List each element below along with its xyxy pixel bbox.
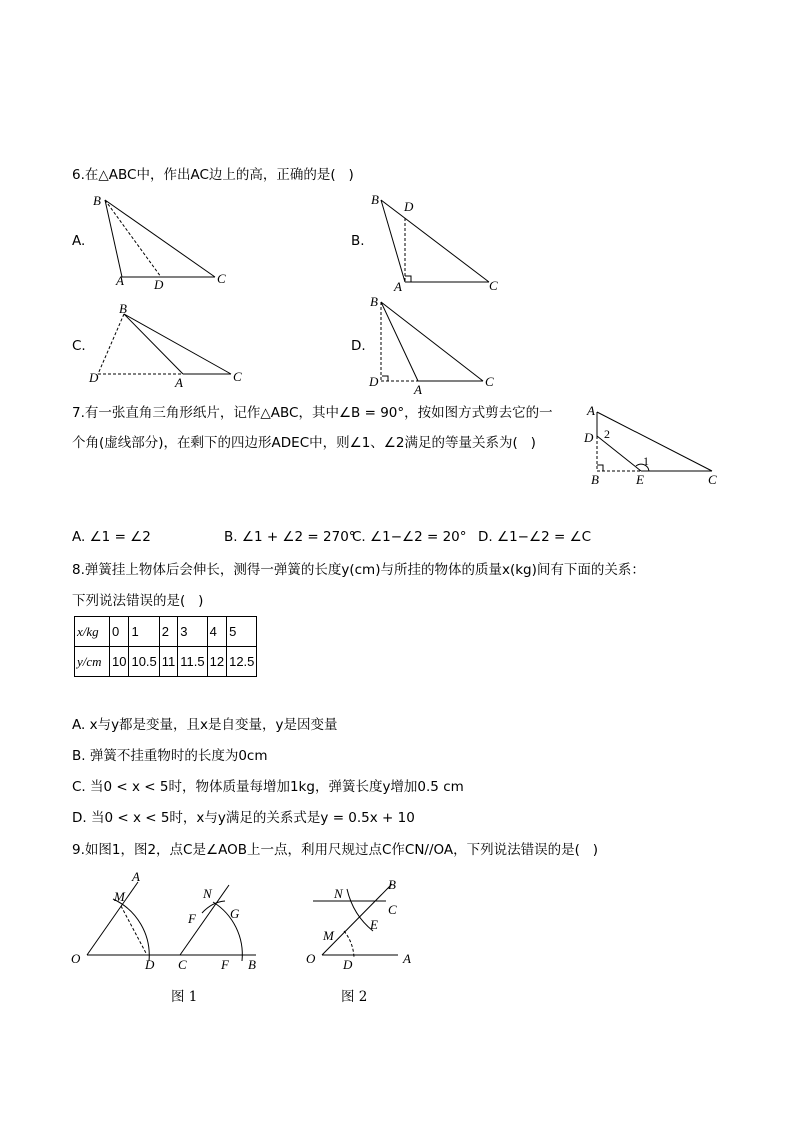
table-cell: 4	[207, 617, 226, 647]
table-cell: 11.5	[178, 647, 207, 677]
q6-figure-c	[88, 301, 242, 390]
point-label-d: D	[584, 430, 594, 445]
q6-figure-a	[93, 193, 226, 292]
dashed-arc-md	[344, 931, 354, 957]
point-label-d: D	[145, 957, 155, 972]
q7-figure	[583, 403, 717, 487]
q6-option-c-label: C.	[72, 338, 86, 354]
segment-bc	[124, 314, 231, 374]
q6-option-d-label: D.	[351, 338, 366, 354]
point-label-o: O	[71, 951, 81, 966]
q6-figure-b	[371, 192, 498, 294]
segment-bc	[105, 200, 215, 277]
point-label-a: A	[587, 403, 595, 418]
point-label-a: A	[403, 951, 411, 966]
point-label-d: D	[404, 199, 414, 214]
right-angle-mark	[405, 276, 411, 282]
table-cell: 3	[178, 617, 207, 647]
point-label-m: M	[323, 928, 334, 943]
q6-stem: 6.在△ABC中，作出AC边上的高，正确的是( )	[72, 167, 354, 183]
point-label-b: B	[388, 877, 396, 892]
point-label-c: C	[485, 374, 494, 389]
table-cell: y/cm	[75, 647, 110, 677]
point-label-b: B	[371, 192, 379, 207]
point-label-c: C	[708, 472, 717, 487]
point-label-c: C	[489, 278, 498, 293]
point-label-c: C	[233, 369, 242, 384]
angle-label-1: 1	[643, 454, 649, 468]
point-label-c: C	[388, 902, 397, 917]
segment-de	[597, 436, 641, 471]
q8-option-a: A. x与y都是变量，且x是自变量，y是因变量	[72, 717, 338, 733]
dashed-segment-md	[121, 906, 147, 955]
point-label-b: B	[93, 193, 101, 208]
q6-option-a-label: A.	[72, 233, 86, 249]
q8-stem-line2: 下列说法错误的是( )	[72, 593, 204, 609]
segment-bc	[381, 302, 483, 381]
right-angle-mark	[597, 465, 603, 471]
q9-figure1-caption: 图 1	[171, 989, 198, 1005]
point-label-d: D	[343, 957, 353, 972]
q9-figure-1	[71, 869, 256, 972]
segment-ba	[105, 200, 122, 277]
table-cell: 12.5	[227, 647, 257, 677]
point-label-b: B	[370, 294, 378, 309]
segment-ac	[597, 412, 712, 471]
point-label-b: B	[119, 301, 127, 316]
point-label-a: A	[132, 869, 140, 884]
point-label-c: C	[217, 271, 226, 286]
point-label-o: O	[306, 951, 316, 966]
point-label-n: N	[203, 886, 212, 901]
construction-arc-o	[113, 899, 149, 961]
point-label-d: D	[89, 370, 99, 385]
point-label-e: E	[370, 917, 378, 932]
point-label-d: D	[369, 374, 379, 389]
q7-option-b: B. ∠1 + ∠2 = 270°	[224, 529, 356, 545]
table-cell: 5	[227, 617, 257, 647]
point-label-a: A	[394, 279, 402, 294]
segment-ba	[381, 302, 418, 381]
q8-option-b: B. 弹簧不挂重物时的长度为0cm	[72, 748, 268, 764]
table-cell: x/kg	[75, 617, 110, 647]
q7-option-c: C. ∠1−∠2 = 20°	[352, 529, 467, 545]
point-label-b: B	[248, 957, 256, 972]
point-label-m: M	[114, 889, 125, 904]
q7-option-d: D. ∠1−∠2 = ∠C	[478, 529, 592, 545]
q7-stem-line2: 个角(虚线部分)，在剩下的四边形ADEC中，则∠1、∠2满足的等量关系为( )	[72, 435, 536, 451]
q6-option-b-label: B.	[351, 233, 365, 249]
table-cell: 12	[207, 647, 226, 677]
segment-bc	[381, 200, 489, 282]
q8-option-d: D. 当0 < x < 5时，x与y满足的关系式是y = 0.5x + 10	[72, 810, 415, 826]
q9-stem: 9.如图1，图2，点C是∠AOB上一点，利用尺规过点C作CN//OA，下列说法错误的是( )	[72, 842, 599, 858]
point-label-f-base: F	[221, 957, 229, 972]
point-label-e: E	[636, 472, 644, 487]
table-cell: 0	[110, 617, 129, 647]
segment-ba	[124, 314, 183, 374]
point-label-a: A	[116, 273, 124, 288]
table-cell: 1	[129, 617, 159, 647]
q8-option-c: C. 当0 < x < 5时，物体质量每增加1kg，弹簧长度y增加0.5 cm	[72, 779, 464, 795]
q8-stem-line1: 8.弹簧挂上物体后会伸长，测得一弹簧的长度y(cm)与所挂的物体的质量x(kg)间有下面的关系：	[72, 562, 645, 578]
table-cell: 10	[110, 647, 129, 677]
ray-ob	[322, 884, 392, 955]
point-label-g: G	[230, 906, 240, 921]
segment-ba	[381, 200, 405, 282]
point-label-a: A	[414, 382, 422, 397]
q7-option-a: A. ∠1 = ∠2	[72, 529, 151, 545]
q9-figure-2	[306, 877, 411, 972]
right-angle-mark	[382, 376, 388, 381]
point-label-a: A	[175, 375, 183, 390]
angle-label-2: 2	[604, 427, 610, 441]
dashed-segment-bd	[98, 314, 124, 374]
table-cell: 11	[159, 647, 178, 677]
point-label-c: C	[178, 957, 187, 972]
point-label-n: N	[334, 886, 343, 901]
table-cell: 10.5	[129, 647, 159, 677]
table-cell: 2	[159, 617, 178, 647]
q9-figure2-caption: 图 2	[341, 989, 368, 1005]
point-label-f-arc: F	[188, 911, 196, 926]
q6-figure-d	[368, 294, 494, 397]
point-label-d: D	[154, 277, 164, 292]
q7-stem-line1: 7.有一张直角三角形纸片，记作△ABC，其中∠B = 90°，按如图方式剪去它的一	[72, 405, 553, 421]
ray-oa	[87, 882, 138, 955]
point-label-b: B	[591, 472, 599, 487]
